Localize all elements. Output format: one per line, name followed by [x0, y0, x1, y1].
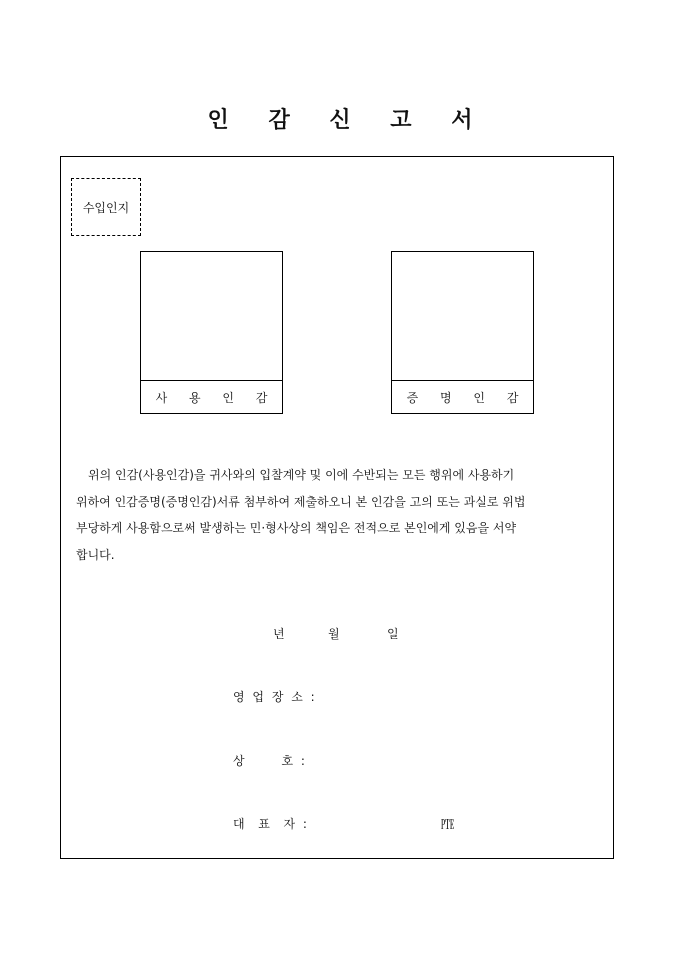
certified-seal-caption: 증 명 인 감 — [392, 380, 533, 413]
representative-label: 대 표 자 : — [233, 817, 309, 831]
date-year: 년 — [273, 627, 285, 641]
seal-mark-icon: ㉐ — [441, 818, 455, 833]
declaration-line-3: 부당하게 사용함으로써 발생하는 민·형사상의 책임은 전적으로 본인에게 있음을 서약 — [76, 521, 517, 535]
declaration-line-4: 합니다. — [76, 547, 115, 562]
usage-seal-caption: 사 용 인 감 — [141, 380, 282, 413]
document-title: 인 감 신 고 서 — [207, 107, 489, 133]
declaration-line-1: 위의 인감(사용인감)을 귀사와의 입찰계약 및 이에 수반되는 모든 행위에 사용하기 — [88, 468, 515, 482]
business-place-label: 영 업 장 소 : — [233, 690, 317, 704]
certified-seal-box — [391, 251, 534, 414]
date-day: 일 — [387, 627, 399, 641]
declaration-text — [76, 462, 588, 568]
revenue-stamp-label: 수입인지 — [82, 200, 130, 215]
trade-name-label: 상 호 : — [233, 754, 307, 768]
declaration-line-2: 위하여 인감증명(증명인감)서류 첨부하여 제출하오니 본 인감을 고의 또는 과실로 위법 — [76, 494, 526, 509]
date-month: 월 — [328, 627, 340, 641]
revenue-stamp-box — [71, 178, 141, 236]
usage-seal-box — [140, 251, 283, 414]
